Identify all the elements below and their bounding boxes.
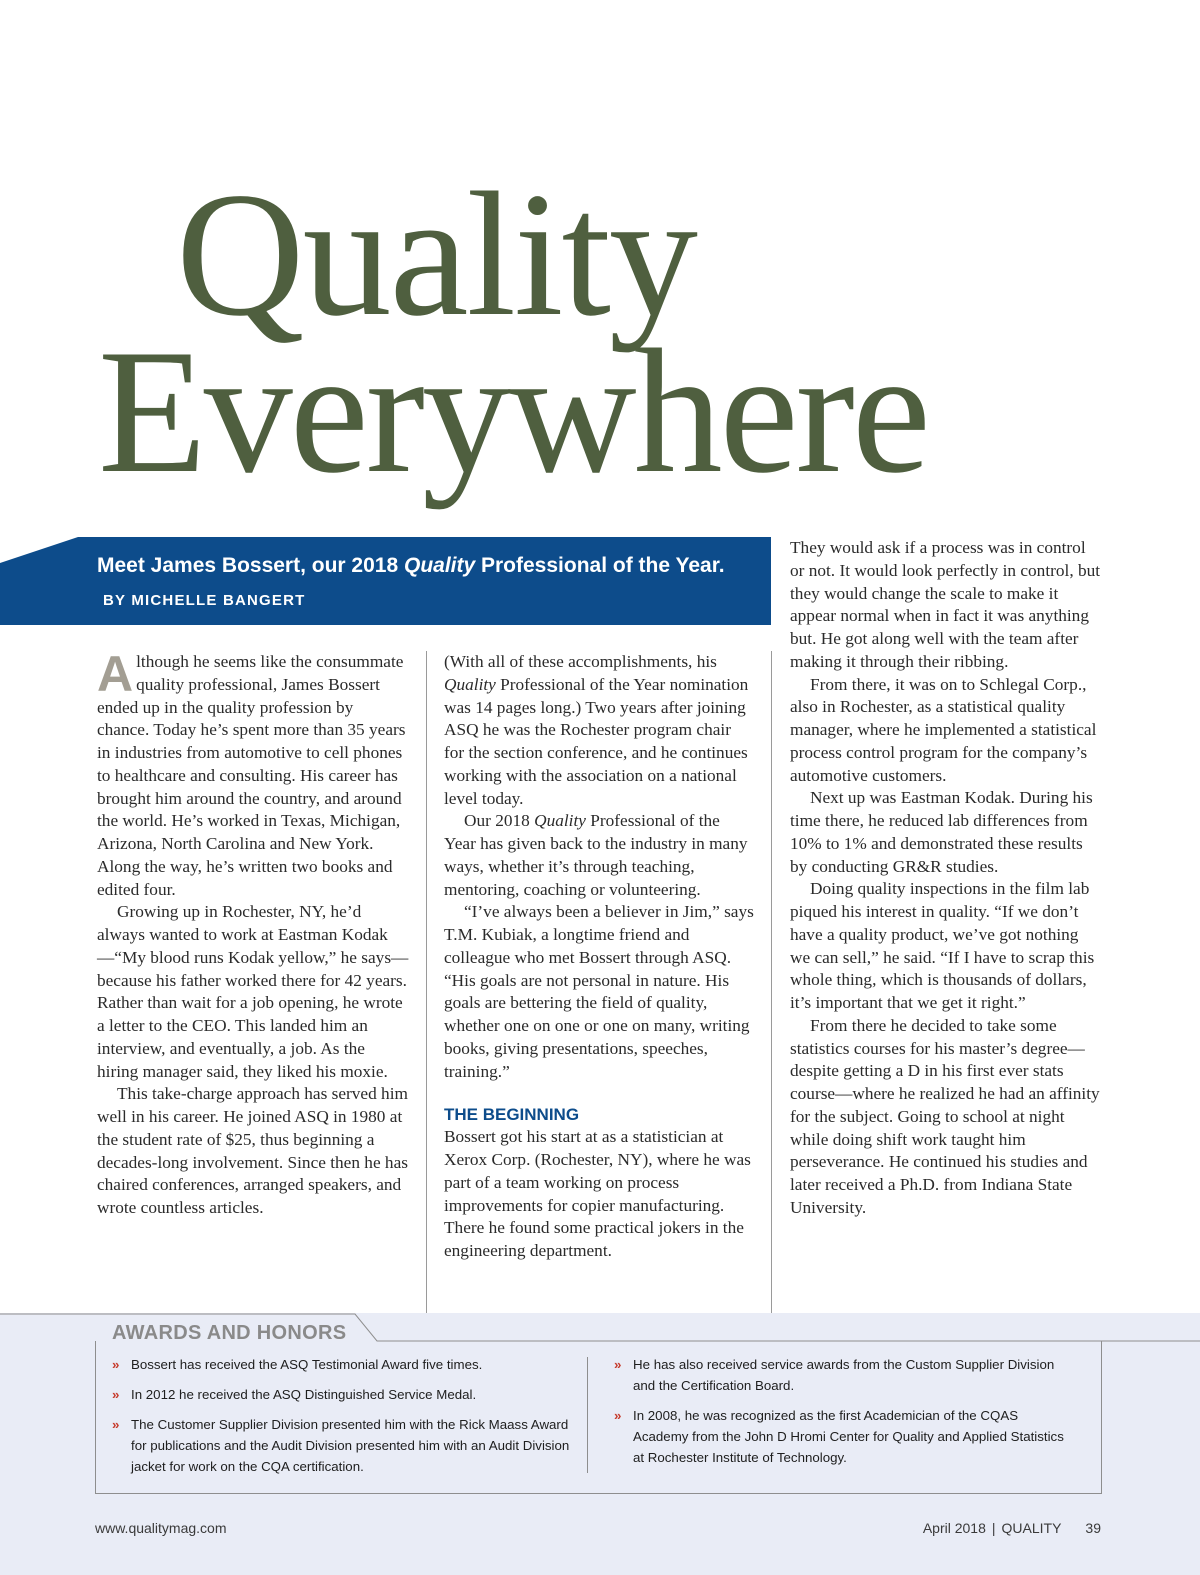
paragraph-text: Professional of the Year nomination was 14 pages long.) Two years after joining ASQ he was the Rochester program chair for the section conference, and he continues working with the association on a national level today. <box>444 674 749 808</box>
drop-cap: A <box>97 646 134 702</box>
paragraph-text: lthough he seems like the consummate quality professional, James Bossert ended up in the quality profession by chance. Today he’s spent more than 35 years in industries from automotive to cell phones to healthcare and consulting. His career has brought him around the country, and around the world. He’s worked in Texas, Michigan, Arizona, North Carolina and New York. Along the way, he’s written two books and edited four. <box>97 652 406 899</box>
article-column-2 <box>444 651 754 1263</box>
list-item-text: In 2008, he was recognized as the first Academician of the CQAS Academy from the John D Hromi Center for Quality and Applied Statistics at Rochester Institute of Technology. <box>633 1408 1064 1465</box>
footer-magazine: QUALITY <box>1001 1520 1062 1536</box>
article-column-3 <box>790 537 1102 1220</box>
footer-issue: April 2018 <box>922 1520 986 1536</box>
bullet-icon: » <box>112 1417 120 1432</box>
list-item-text: Bossert has received the ASQ Testimonial Award five times. <box>131 1357 483 1372</box>
paragraph-text: Professional of the Year has given back to the industry in many ways, whether it’s through teaching, mentoring, coaching or volunteering. <box>444 811 748 899</box>
awards-title: AWARDS AND HONORS <box>112 1322 347 1344</box>
column-divider <box>771 651 772 1313</box>
paragraph: Next up was Eastman Kodak. During his time there, he reduced lab differences from 10% to 1% and demonstrated these results by conducting GR&R studies. <box>790 788 1093 876</box>
paragraph: Growing up in Rochester, NY, he’d always wanted to work at Eastman Kodak—“My blood runs Kodak yellow,” he says—because his father worked there for 42 years. Rather than wait for a job opening, he wrote a letter to the CEO. This landed him an interview, and eventually, a job. As the hiring manager said, they liked his moxie. <box>97 902 409 1081</box>
headline-line-2: Everywhere <box>98 312 928 510</box>
paragraph-text: (With all of these accomplishments, his <box>444 652 717 671</box>
paragraph: “I’ve always been a believer in Jim,” says T.M. Kubiak, a longtime friend and colleague who met Bossert through ASQ. “His goals are not personal in nature. His goals are bettering the field of quality, whether one on one or one on many, writing books, giving presentations, speeches, training.” <box>444 902 754 1081</box>
paragraph: From there, it was on to Schlegal Corp., also in Rochester, as a statistical quality manager, where he implemented a statistical process control program for the company’s automotive customers. <box>790 674 1097 785</box>
paragraph: Doing quality inspections in the film lab piqued his interest in quality. “If we don’t have a quality product, we’ve got nothing we can sell,” he said. “If I have to scrap this whole thing, which is thousands of dollars, it’s important that we get it right.” <box>790 879 1095 1012</box>
deck-text-pre: Meet James Bossert, our 2018 <box>97 554 404 577</box>
list-item <box>112 1384 572 1405</box>
page-number: 39 <box>1085 1520 1101 1536</box>
article-column-1 <box>97 646 409 1220</box>
headline-line-1: Quality <box>176 155 696 353</box>
list-item-text: He has also received service awards from the Custom Supplier Division and the Certification Board. <box>633 1357 1055 1393</box>
paragraph: This take-charge approach has served him well in his career. He joined ASQ in 1980 at the student rate of $25, thus beginning a decades-long involvement. Since then he has chaired conferences, arranged speakers, and wrote countless articles. <box>97 1084 408 1217</box>
footer-folio <box>923 1520 1101 1536</box>
paragraph-text: Our 2018 <box>464 811 535 831</box>
deck-text <box>97 549 737 617</box>
awards-divider <box>587 1357 588 1473</box>
awards-list-left <box>112 1354 572 1486</box>
paragraph <box>444 651 754 810</box>
list-item <box>112 1354 572 1375</box>
awards-list-right <box>614 1354 1074 1477</box>
list-item <box>614 1405 1074 1468</box>
paragraph <box>97 646 409 901</box>
byline: BY MICHELLE BANGERT <box>103 592 306 609</box>
bullet-icon: » <box>614 1408 622 1423</box>
list-item-text: The Customer Supplier Division presented him with the Rick Maass Award for publications and the Audit Division presented him with an Audit Division jacket for work on the CQA certification. <box>131 1417 570 1474</box>
italic-text: Quality <box>444 674 496 694</box>
list-item-text: In 2012 he received the ASQ Distinguished Service Medal. <box>131 1387 477 1402</box>
list-item <box>614 1354 1074 1396</box>
paragraph <box>444 810 754 901</box>
paragraph: From there he decided to take some statistics courses for his master’s degree—despite getting a D in his first ever stats course—where he realized he had an affinity for the subject. Going to school at night while doing shift work taught him perseverance. He continued his studies and later received a Ph.D. from Indiana State University. <box>790 1015 1100 1217</box>
paragraph: They would ask if a process was in control or not. It would look perfectly in control, but they would change the scale to make it appear normal when in fact it was anything but. He got along well with the team after making it through their ribbing. <box>790 538 1101 671</box>
bullet-icon: » <box>614 1357 622 1372</box>
footer-separator: | <box>991 1520 996 1536</box>
list-item <box>112 1414 572 1477</box>
footer-website: www.qualitymag.com <box>95 1520 227 1536</box>
paragraph: Bossert got his start at as a statistician at Xerox Corp. (Rochester, NY), where he was part of a team working on process improvements for copier manufacturing. There he found some practical jokers in the engineering department. <box>444 1127 751 1260</box>
bullet-icon: » <box>112 1357 120 1372</box>
deck-text-post: Professional of the Year. <box>475 554 725 577</box>
section-heading: THE BEGINNING <box>444 1105 580 1125</box>
italic-text: Quality <box>534 811 586 831</box>
bullet-icon: » <box>112 1387 120 1402</box>
deck-text-italic: Quality <box>403 554 476 577</box>
column-divider <box>426 651 427 1313</box>
